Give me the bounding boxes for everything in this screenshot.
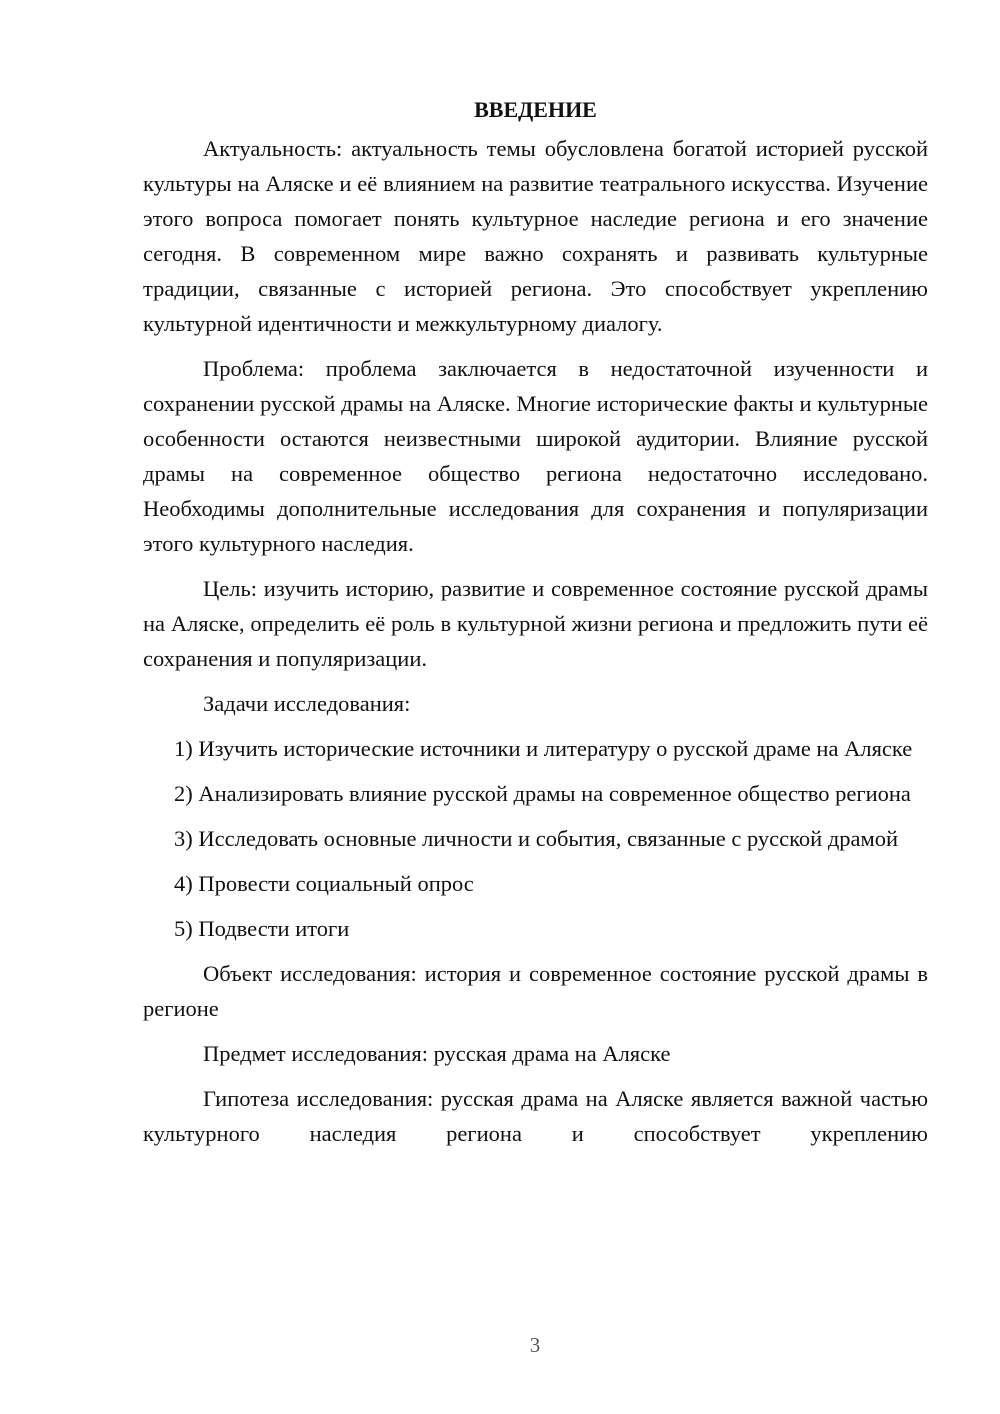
page-number: 3 [529, 1333, 541, 1357]
tasks-list [143, 731, 928, 946]
page-title: ВВЕДЕНИЕ [474, 97, 597, 122]
problem-paragraph: Проблема: проблема заключается в недостаточной изученности и сохранении русской драмы на Аляске. Многие исторические факты и культурные особенности остаются неизвестными широкой аудитории. Влияние русской драмы на современное общество региона недостаточно исследовано. Необходимы дополнительные исследования для сохранения и популяризации этого культурного наследия. [143, 356, 928, 556]
tasks-heading: Задачи исследования: [203, 691, 411, 716]
document-page [143, 92, 928, 1161]
subject-paragraph: Предмет исследования: русская драма на Аляске [203, 1041, 671, 1066]
goal-paragraph: Цель: изучить историю, развитие и современное состояние русской драмы на Аляске, определить её роль в культурной жизни региона и предложить пути её сохранения и популяризации. [143, 576, 928, 671]
task-item-1: 1) Изучить исторические источники и литературу о русской драме на Аляске [174, 736, 913, 761]
relevance-paragraph: Актуальность: актуальность темы обусловлена богатой историей русской культуры на Аляске и её влиянием на развитие театрального искусства. Изучение этого вопроса помогает понять культурное наследие региона и его значение сегодня. В современном мире важно сохранять и развивать культурные традиции, связанные с историей региона. Это способствует укреплению культурной идентичности и межкультурному диалогу. [143, 136, 928, 336]
task-item-5: 5) Подвести итоги [174, 916, 350, 941]
task-item-3: 3) Исследовать основные личности и события, связанные с русской драмой [174, 826, 899, 851]
object-paragraph: Объект исследования: история и современное состояние русской драмы в регионе [143, 961, 928, 1021]
hypothesis-paragraph: Гипотеза исследования: русская драма на Аляске является важной частью культурного наследия региона и способствует укреплению [143, 1086, 928, 1146]
task-item-2: 2) Анализировать влияние русской драмы на современное общество региона [174, 781, 911, 806]
task-item-4: 4) Провести социальный опрос [174, 871, 474, 896]
